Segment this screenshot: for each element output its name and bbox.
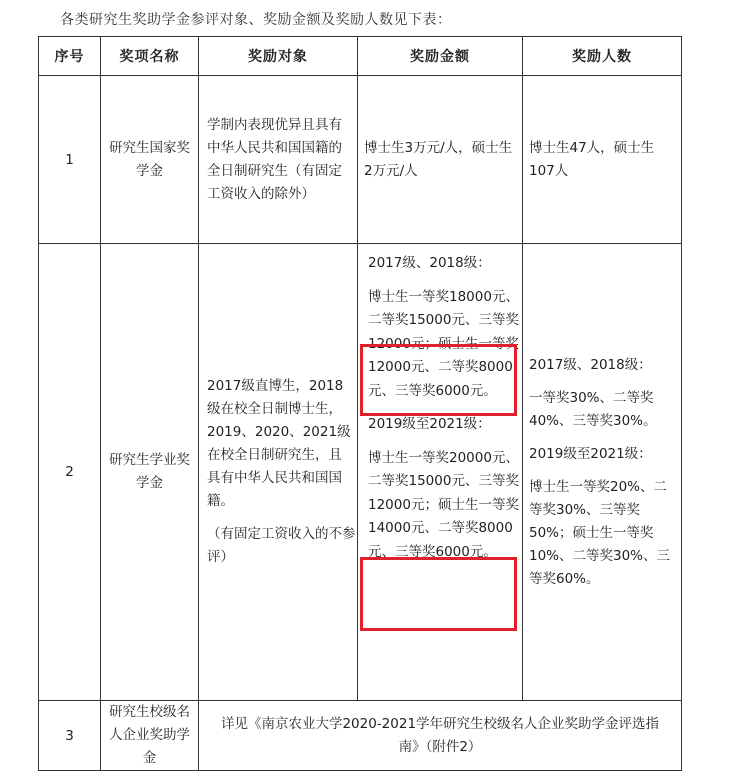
row-target-cell [199,76,358,244]
count-a-body: 一等奖30%、二等奖40%、三等奖30%。 [529,389,657,429]
row-count: 博士生47人，硕士生107人 [529,139,655,179]
row-amount-cell [358,244,523,701]
count-b-body: 博士生一等奖20%、二等奖30%、三等奖50%；硕士生一等奖10%、二等奖30%、三等奖60%。 [529,478,671,587]
table-row [39,244,682,701]
amount-b-head: 2019级至2021级： [368,416,491,432]
header-target: 奖励对象 [199,37,358,76]
row-target: 学制内表现优异且具有中华人民共和国国籍的全日制研究生（有固定工资收入的除外） [207,116,342,202]
row-name: 研究生学业奖学金 [109,452,190,491]
amount-b-body: 博士生一等奖20000元、二等奖15000元、三等奖12000元；硕士生一等奖 [368,449,519,513]
header-num: 序号 [39,37,101,76]
row-merged-cell [199,701,682,771]
row-merged-text: 详见《南京农业大学2020-2021学年研究生校级名人企业奖助学金评选指南》（附件2） [220,715,660,755]
amount-b-box-text: 14000元、二等奖8000元、三等奖6000元。 [368,520,513,560]
row-num: 2 [39,244,101,701]
table-row [39,701,682,771]
row-name-cell [101,76,199,244]
row-target-note: （有固定工资收入的不参评） [207,526,356,565]
row-name-cell [101,244,199,701]
row-name: 研究生国家奖学金 [109,139,190,179]
intro-text: 各类研究生奖助学金参评对象、奖励金额及奖励人数见下表： [60,12,452,28]
row-num: 1 [39,76,101,244]
row-count-cell [523,76,682,244]
row-num: 3 [39,701,101,771]
row-name: 研究生校级名人企业奖助学金 [109,704,190,766]
count-a-head: 2017级、2018级： [529,356,652,373]
table-header-row [39,37,682,76]
row-amount: 博士生3万元/人，硕士生2万元/人 [364,139,513,179]
row-target-cell [199,244,358,701]
amount-a-body: 博士生一等奖18000元、二等奖15000元、三等奖12000元；硕士生一等奖 [368,288,519,352]
amount-a-head: 2017级、2018级： [368,255,491,271]
highlight-box-a [360,344,517,416]
count-b-head: 2019级至2021级： [529,445,652,462]
header-amount: 奖励金额 [358,37,523,76]
row-amount-cell [358,76,523,244]
row-name-cell [101,701,199,771]
header-name: 奖项名称 [101,37,199,76]
row-target: 2017级直博生，2018级在校全日制博士生，2019、2020、2021级在校全日制研究生，且具有中华人民共和国国籍。 [207,378,351,509]
row-count-cell [523,244,682,701]
amount-a-box-text: 12000元、二等奖8000元、三等奖6000元。 [368,359,513,399]
highlight-box-b [360,557,517,631]
header-count: 奖励人数 [523,37,682,76]
table-row [39,76,682,244]
